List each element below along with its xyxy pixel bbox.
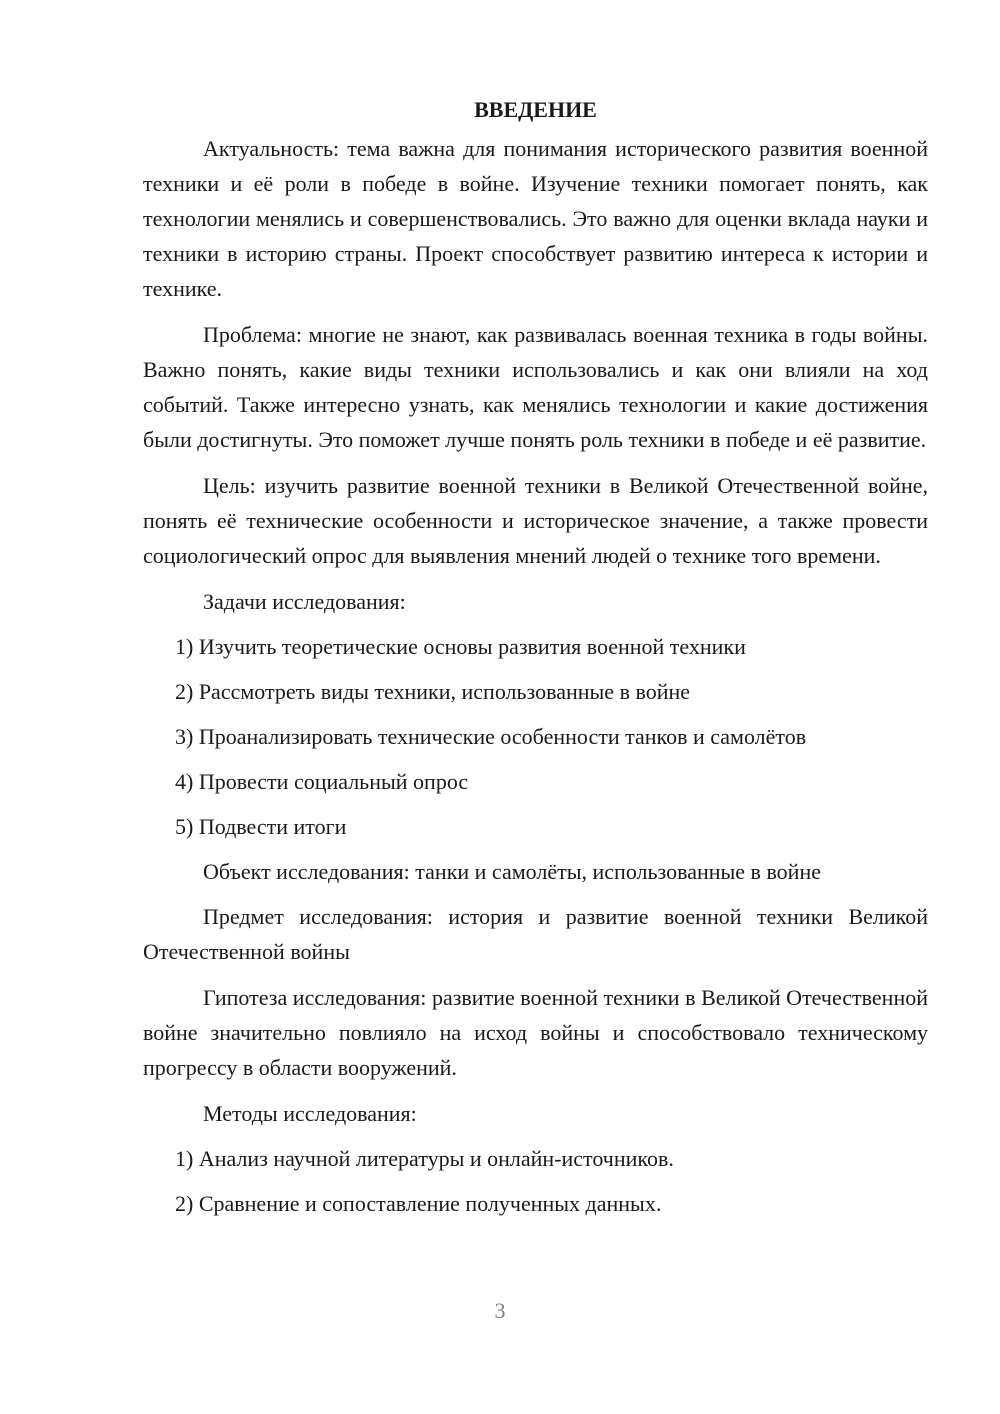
problem-paragraph: Проблема: многие не знают, как развивалась военная техника в годы войны. Важно понять, какие виды техники использовались и как они влияли на ход событий. Также интересно узнать, как менялись технологии и какие достижения были достигнуты. Это поможет лучше понять роль техники в победе и её развитие. [143, 322, 928, 452]
tasks-list [143, 629, 928, 844]
tasks-label: Задачи исследования: [203, 589, 406, 614]
subject-paragraph: Предмет исследования: история и развитие военной техники Великой Отечественной войны [143, 904, 928, 964]
methods-label: Методы исследования: [203, 1101, 417, 1126]
relevance-paragraph: Актуальность: тема важна для понимания исторического развития военной техники и её роли в победе в войне. Изучение техники помогает понять, как технологии менялись и совершенствовались. Это важно для оценки вклада науки и техники в историю страны. Проект способствует развитию интереса к истории и технике. [143, 136, 928, 301]
task-item: 5) Подвести итоги [175, 814, 347, 839]
goal-paragraph: Цель: изучить развитие военной техники в Великой Отечественной войне, понять её технические особенности и историческое значение, а также провести социологический опрос для выявления мнений людей о технике того времени. [143, 473, 928, 568]
page-number: 3 [494, 1298, 506, 1323]
document-page [143, 92, 928, 1231]
task-item: 2) Рассмотреть виды техники, использованные в войне [175, 679, 691, 704]
method-item: 1) Анализ научной литературы и онлайн-источников. [175, 1146, 674, 1171]
methods-list [143, 1141, 928, 1221]
task-item: 1) Изучить теоретические основы развития военной техники [175, 634, 746, 659]
hypothesis-paragraph: Гипотеза исследования: развитие военной техники в Великой Отечественной войне значительно повлияло на исход войны и способствовало техническому прогрессу в области вооружений. [143, 985, 928, 1080]
object-paragraph: Объект исследования: танки и самолёты, использованные в войне [203, 859, 821, 884]
task-item: 3) Проанализировать технические особенности танков и самолётов [175, 724, 807, 749]
section-title: ВВЕДЕНИЕ [474, 97, 597, 122]
method-item: 2) Сравнение и сопоставление полученных данных. [175, 1191, 662, 1216]
task-item: 4) Провести социальный опрос [175, 769, 469, 794]
